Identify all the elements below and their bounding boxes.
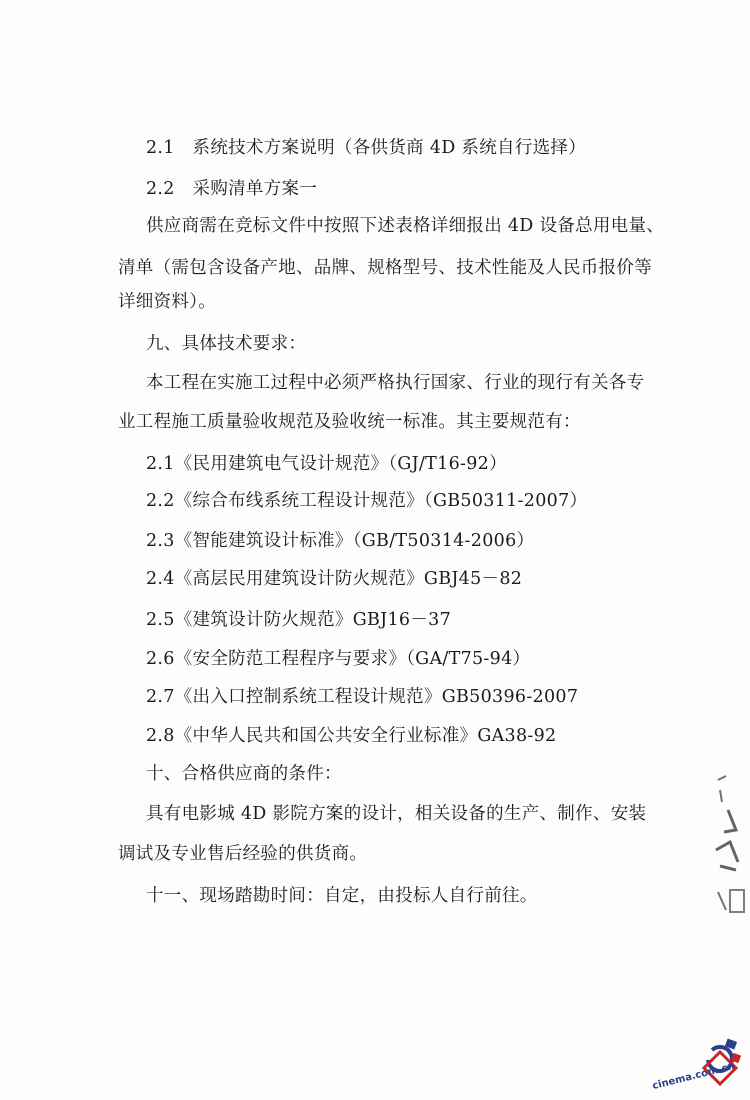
section-heading-11: 十一、现场踏勘时间：自定，由投标人自行前往。 bbox=[146, 886, 538, 906]
body-paragraph-line: 具有电影城 4D 影院方案的设计，相关设备的生产、制作、安装 bbox=[146, 804, 647, 824]
standard-item: 2.5《建筑设计防火规范》GBJ16－37 bbox=[146, 610, 452, 630]
watermark-text: cinema.com.cn bbox=[651, 1060, 736, 1092]
body-paragraph-line: 业工程施工质量验收规范及验收统一标准。其主要规范有： bbox=[118, 412, 581, 432]
body-paragraph-line: 清单（需包含设备产地、品牌、规格型号、技术性能及人民币报价等 bbox=[118, 258, 652, 278]
cinema-watermark bbox=[651, 1032, 744, 1092]
body-paragraph-line: 调试及专业售后经验的供货商。 bbox=[118, 844, 368, 864]
section-2-2: 2.2 采购清单方案一 bbox=[146, 179, 318, 199]
standard-item: 2.4《高层民用建筑设计防火规范》GBJ45－82 bbox=[146, 569, 523, 589]
standard-item: 2.2《综合布线系统工程设计规范》（GB50311-2007） bbox=[146, 491, 588, 511]
standard-item: 2.8《中华人民共和国公共安全行业标准》GA38-92 bbox=[146, 726, 557, 746]
standard-item: 2.6《安全防范工程程序与要求》（GA/T75-94） bbox=[146, 649, 531, 669]
body-paragraph-line: 供应商需在竞标文件中按照下述表格详细报出 4D 设备总用电量、 bbox=[146, 216, 665, 236]
standard-item: 2.3《智能建筑设计标准》（GB/T50314-2006） bbox=[146, 531, 535, 551]
seal-fragment bbox=[708, 770, 748, 920]
body-paragraph-line: 本工程在实施工过程中必须严格执行国家、行业的现行有关各专 bbox=[146, 373, 645, 393]
section-heading-9: 九、具体技术要求： bbox=[146, 334, 307, 354]
standard-item: 2.7《出入口控制系统工程设计规范》GB50396-2007 bbox=[146, 687, 579, 707]
standard-item: 2.1《民用建筑电气设计规范》（GJ/T16-92） bbox=[146, 454, 507, 474]
body-paragraph-line: 详细资料）。 bbox=[118, 292, 217, 312]
section-2-1: 2.1 系统技术方案说明（各供货商 4D 系统自行选择） bbox=[146, 138, 587, 158]
section-heading-10: 十、合格供应商的条件： bbox=[146, 764, 342, 784]
